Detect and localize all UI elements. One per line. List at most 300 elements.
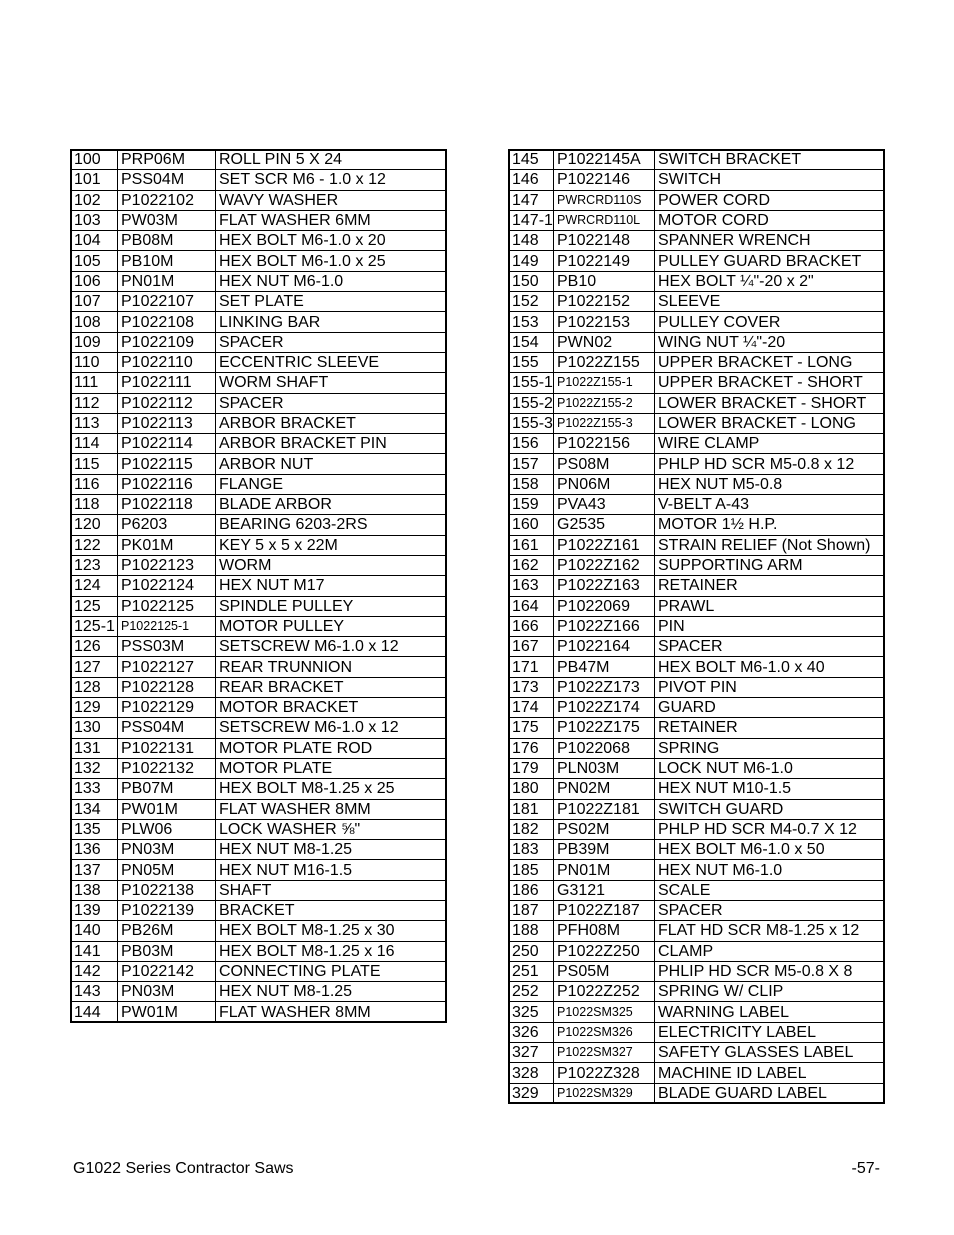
table-row (71, 758, 447, 778)
cell-ref-number: 137 (71, 860, 118, 880)
cell-part-number: PW01M (118, 799, 216, 819)
table-row (71, 576, 447, 596)
table-row (509, 495, 885, 515)
table-row (509, 860, 885, 880)
cell-part-number: P1022112 (118, 393, 216, 413)
table-row (509, 373, 885, 393)
table-row (71, 434, 447, 454)
cell-part-number: PS02M (554, 819, 655, 839)
cell-ref-number: 188 (509, 921, 554, 941)
table-row (509, 292, 885, 312)
cell-description: SWITCH BRACKET (655, 150, 885, 170)
cell-description: SET SCR M6 - 1.0 x 12 (216, 170, 447, 190)
cell-description: HEX BOLT ¼"-20 x 2" (655, 271, 885, 291)
cell-description: ARBOR NUT (216, 454, 447, 474)
cell-part-number: PB07M (118, 779, 216, 799)
cell-part-number: PWN02 (554, 332, 655, 352)
cell-part-number: P1022Z155-1 (554, 373, 655, 393)
cell-ref-number: 161 (509, 535, 554, 555)
cell-ref-number: 328 (509, 1063, 554, 1083)
table-row (71, 616, 447, 636)
table-row (509, 1083, 885, 1103)
cell-ref-number: 329 (509, 1083, 554, 1103)
cell-part-number: P1022146 (554, 170, 655, 190)
cell-ref-number: 126 (71, 637, 118, 657)
cell-ref-number: 122 (71, 535, 118, 555)
cell-description: ARBOR BRACKET PIN (216, 434, 447, 454)
cell-part-number: PN03M (118, 982, 216, 1002)
cell-ref-number: 149 (509, 251, 554, 271)
cell-description: WARNING LABEL (655, 1002, 885, 1022)
cell-ref-number: 143 (71, 982, 118, 1002)
cell-part-number: P1022Z155-2 (554, 393, 655, 413)
table-row (509, 718, 885, 738)
cell-ref-number: 106 (71, 271, 118, 291)
table-row (509, 840, 885, 860)
table-row (71, 251, 447, 271)
cell-part-number: P1022Z252 (554, 982, 655, 1002)
cell-description: STRAIN RELIEF (Not Shown) (655, 535, 885, 555)
cell-ref-number: 123 (71, 555, 118, 575)
cell-description: PHLP HD SCR M5-0.8 x 12 (655, 454, 885, 474)
cell-description: WAVY WASHER (216, 190, 447, 210)
cell-ref-number: 105 (71, 251, 118, 271)
cell-part-number: PRP06M (118, 150, 216, 170)
table-row (71, 1002, 447, 1022)
cell-description: BRACKET (216, 900, 447, 920)
cell-part-number: PSS04M (118, 718, 216, 738)
cell-part-number: P1022128 (118, 677, 216, 697)
table-row (509, 758, 885, 778)
table-row (71, 880, 447, 900)
cell-ref-number: 159 (509, 495, 554, 515)
table-row (71, 373, 447, 393)
table-row (509, 555, 885, 575)
cell-part-number: P1022139 (118, 900, 216, 920)
cell-part-number: P1022129 (118, 698, 216, 718)
table-row (71, 637, 447, 657)
cell-description: LOWER BRACKET - SHORT (655, 393, 885, 413)
cell-description: CONNECTING PLATE (216, 961, 447, 981)
cell-description: HEX BOLT M6-1.0 x 50 (655, 840, 885, 860)
cell-part-number: PB10M (118, 251, 216, 271)
cell-ref-number: 158 (509, 474, 554, 494)
table-row (71, 596, 447, 616)
cell-description: BEARING 6203-2RS (216, 515, 447, 535)
table-row (509, 251, 885, 271)
cell-ref-number: 250 (509, 941, 554, 961)
table-row (509, 1063, 885, 1083)
cell-part-number: P1022Z155-3 (554, 413, 655, 433)
table-row (71, 332, 447, 352)
cell-description: UPPER BRACKET - LONG (655, 352, 885, 372)
cell-description: HEX BOLT M6-1.0 x 40 (655, 657, 885, 677)
cell-ref-number: 164 (509, 596, 554, 616)
cell-description: SPRING (655, 738, 885, 758)
cell-part-number: P1022107 (118, 292, 216, 312)
cell-ref-number: 112 (71, 393, 118, 413)
cell-ref-number: 185 (509, 860, 554, 880)
table-row (71, 352, 447, 372)
cell-ref-number: 154 (509, 332, 554, 352)
cell-ref-number: 145 (509, 150, 554, 170)
table-row (509, 535, 885, 555)
cell-description: PRAWL (655, 596, 885, 616)
cell-ref-number: 171 (509, 657, 554, 677)
table-row (71, 312, 447, 332)
cell-part-number: PN03M (118, 840, 216, 860)
table-row (509, 880, 885, 900)
cell-part-number: P1022148 (554, 231, 655, 251)
cell-description: FLAT WASHER 6MM (216, 210, 447, 230)
cell-ref-number: 113 (71, 413, 118, 433)
cell-description: PHLIP HD SCR M5-0.8 X 8 (655, 961, 885, 981)
cell-ref-number: 130 (71, 718, 118, 738)
cell-ref-number: 180 (509, 779, 554, 799)
cell-description: SETSCREW M6-1.0 x 12 (216, 637, 447, 657)
cell-ref-number: 173 (509, 677, 554, 697)
table-row (509, 231, 885, 251)
cell-ref-number: 162 (509, 555, 554, 575)
cell-description: LOWER BRACKET - LONG (655, 413, 885, 433)
cell-part-number: P1022116 (118, 474, 216, 494)
cell-description: MACHINE ID LABEL (655, 1063, 885, 1083)
cell-part-number: PW03M (118, 210, 216, 230)
cell-description: ROLL PIN 5 X 24 (216, 150, 447, 170)
cell-ref-number: 152 (509, 292, 554, 312)
cell-ref-number: 167 (509, 637, 554, 657)
table-row (71, 819, 447, 839)
cell-ref-number: 109 (71, 332, 118, 352)
table-row (509, 738, 885, 758)
table-row (71, 292, 447, 312)
cell-part-number: PW01M (118, 1002, 216, 1022)
cell-ref-number: 129 (71, 698, 118, 718)
cell-part-number: PN06M (554, 474, 655, 494)
table-row (509, 616, 885, 636)
table-row (509, 982, 885, 1002)
cell-description: KEY 5 x 5 x 22M (216, 535, 447, 555)
parts-table-left-body (71, 150, 447, 1023)
table-row (509, 474, 885, 494)
cell-ref-number: 134 (71, 799, 118, 819)
table-row (71, 860, 447, 880)
cell-description: FLAT WASHER 8MM (216, 799, 447, 819)
cell-ref-number: 120 (71, 515, 118, 535)
cell-ref-number: 124 (71, 576, 118, 596)
cell-part-number: PLN03M (554, 758, 655, 778)
cell-ref-number: 166 (509, 616, 554, 636)
table-row (71, 738, 447, 758)
cell-part-number: P1022108 (118, 312, 216, 332)
table-row (509, 413, 885, 433)
table-row (509, 1043, 885, 1063)
cell-ref-number: 135 (71, 819, 118, 839)
table-row (71, 718, 447, 738)
cell-part-number: PB26M (118, 921, 216, 941)
cell-ref-number: 128 (71, 677, 118, 697)
cell-ref-number: 138 (71, 880, 118, 900)
table-row (509, 657, 885, 677)
cell-part-number: PS05M (554, 961, 655, 981)
cell-ref-number: 155-1 (509, 373, 554, 393)
table-row (71, 698, 447, 718)
cell-description: LINKING BAR (216, 312, 447, 332)
cell-part-number: P1022SM325 (554, 1002, 655, 1022)
cell-description: PHLP HD SCR M4-0.7 X 12 (655, 819, 885, 839)
cell-description: MOTOR PLATE ROD (216, 738, 447, 758)
cell-description: WING NUT ¼"-20 (655, 332, 885, 352)
cell-description: RETAINER (655, 718, 885, 738)
cell-description: SLEEVE (655, 292, 885, 312)
cell-part-number: P1022156 (554, 434, 655, 454)
cell-ref-number: 182 (509, 819, 554, 839)
table-row (509, 393, 885, 413)
cell-ref-number: 146 (509, 170, 554, 190)
cell-description: HEX BOLT M8-1.25 x 30 (216, 921, 447, 941)
table-row (509, 312, 885, 332)
cell-part-number: PN02M (554, 779, 655, 799)
table-row (71, 454, 447, 474)
cell-description: FLAT HD SCR M8-1.25 x 12 (655, 921, 885, 941)
cell-part-number: P1022Z166 (554, 616, 655, 636)
cell-description: SHAFT (216, 880, 447, 900)
cell-part-number: P1022Z163 (554, 576, 655, 596)
cell-part-number: P1022Z155 (554, 352, 655, 372)
table-row (509, 170, 885, 190)
cell-ref-number: 325 (509, 1002, 554, 1022)
cell-part-number: P1022SM329 (554, 1083, 655, 1103)
cell-description: UPPER BRACKET - SHORT (655, 373, 885, 393)
cell-part-number: PWRCRD110L (554, 210, 655, 230)
cell-description: HEX BOLT M6-1.0 x 20 (216, 231, 447, 251)
table-row (509, 576, 885, 596)
cell-description: SPACER (655, 637, 885, 657)
cell-description: SPACER (655, 900, 885, 920)
cell-description: HEX BOLT M6-1.0 x 25 (216, 251, 447, 271)
table-row (71, 961, 447, 981)
cell-description: MOTOR PULLEY (216, 616, 447, 636)
cell-part-number: P1022153 (554, 312, 655, 332)
cell-ref-number: 107 (71, 292, 118, 312)
cell-part-number: P1022118 (118, 495, 216, 515)
cell-description: WIRE CLAMP (655, 434, 885, 454)
cell-part-number: P1022131 (118, 738, 216, 758)
cell-part-number: P1022109 (118, 332, 216, 352)
cell-ref-number: 118 (71, 495, 118, 515)
cell-ref-number: 155-3 (509, 413, 554, 433)
table-row (509, 819, 885, 839)
cell-ref-number: 140 (71, 921, 118, 941)
cell-part-number: PS08M (554, 454, 655, 474)
cell-description: MOTOR 1½ H.P. (655, 515, 885, 535)
cell-description: HEX NUT M6-1.0 (216, 271, 447, 291)
cell-part-number: P1022Z161 (554, 535, 655, 555)
cell-description: ARBOR BRACKET (216, 413, 447, 433)
table-row (509, 637, 885, 657)
table-row (509, 779, 885, 799)
cell-ref-number: 141 (71, 941, 118, 961)
table-row (71, 413, 447, 433)
cell-description: SPANNER WRENCH (655, 231, 885, 251)
cell-description: BLADE GUARD LABEL (655, 1083, 885, 1103)
cell-description: SPACER (216, 332, 447, 352)
cell-description: HEX NUT M8-1.25 (216, 982, 447, 1002)
cell-ref-number: 116 (71, 474, 118, 494)
cell-ref-number: 327 (509, 1043, 554, 1063)
cell-description: SPACER (216, 393, 447, 413)
cell-part-number: PB08M (118, 231, 216, 251)
cell-part-number: P1022Z174 (554, 698, 655, 718)
table-row (71, 170, 447, 190)
cell-part-number: P1022115 (118, 454, 216, 474)
cell-ref-number: 179 (509, 758, 554, 778)
footer-document-title: G1022 Series Contractor Saws (73, 1160, 294, 1177)
cell-part-number: P1022164 (554, 637, 655, 657)
table-row (71, 921, 447, 941)
cell-description: SET PLATE (216, 292, 447, 312)
cell-part-number: P1022Z181 (554, 799, 655, 819)
cell-description: REAR BRACKET (216, 677, 447, 697)
table-row (509, 1002, 885, 1022)
cell-part-number: PB39M (554, 840, 655, 860)
cell-description: SPRING W/ CLIP (655, 982, 885, 1002)
cell-ref-number: 160 (509, 515, 554, 535)
cell-ref-number: 102 (71, 190, 118, 210)
cell-part-number: PSS03M (118, 637, 216, 657)
table-row (71, 231, 447, 251)
cell-part-number: PN01M (118, 271, 216, 291)
cell-description: ELECTRICITY LABEL (655, 1022, 885, 1042)
cell-ref-number: 326 (509, 1022, 554, 1042)
cell-part-number: P1022102 (118, 190, 216, 210)
cell-description: HEX NUT M16-1.5 (216, 860, 447, 880)
cell-part-number: PSS04M (118, 170, 216, 190)
table-row (509, 454, 885, 474)
cell-part-number: P1022SM327 (554, 1043, 655, 1063)
cell-description: CLAMP (655, 941, 885, 961)
cell-description: REAR TRUNNION (216, 657, 447, 677)
table-row (509, 941, 885, 961)
table-row (71, 941, 447, 961)
cell-ref-number: 163 (509, 576, 554, 596)
cell-ref-number: 104 (71, 231, 118, 251)
cell-part-number: P1022138 (118, 880, 216, 900)
cell-part-number: P1022124 (118, 576, 216, 596)
cell-part-number: P1022Z250 (554, 941, 655, 961)
cell-description: RETAINER (655, 576, 885, 596)
cell-part-number: PVA43 (554, 495, 655, 515)
cell-ref-number: 155 (509, 352, 554, 372)
table-row (509, 921, 885, 941)
table-row (509, 515, 885, 535)
table-row (71, 474, 447, 494)
cell-ref-number: 183 (509, 840, 554, 860)
table-row (509, 961, 885, 981)
cell-description: PULLEY COVER (655, 312, 885, 332)
cell-part-number: P1022110 (118, 352, 216, 372)
cell-ref-number: 125 (71, 596, 118, 616)
footer-page-number: -57- (851, 1160, 880, 1177)
table-row (71, 982, 447, 1002)
cell-part-number: PK01M (118, 535, 216, 555)
cell-description: WORM (216, 555, 447, 575)
cell-ref-number: 125-1 (71, 616, 118, 636)
cell-ref-number: 174 (509, 698, 554, 718)
table-row (509, 210, 885, 230)
table-row (71, 900, 447, 920)
cell-ref-number: 139 (71, 900, 118, 920)
cell-part-number: P1022Z187 (554, 900, 655, 920)
cell-ref-number: 252 (509, 982, 554, 1002)
cell-ref-number: 127 (71, 657, 118, 677)
table-row (71, 190, 447, 210)
cell-ref-number: 187 (509, 900, 554, 920)
cell-ref-number: 155-2 (509, 393, 554, 413)
cell-description: SETSCREW M6-1.0 x 12 (216, 718, 447, 738)
table-row (71, 657, 447, 677)
cell-ref-number: 114 (71, 434, 118, 454)
table-row (71, 799, 447, 819)
table-row (509, 596, 885, 616)
cell-part-number: P1022Z162 (554, 555, 655, 575)
cell-ref-number: 131 (71, 738, 118, 758)
cell-description: GUARD (655, 698, 885, 718)
table-row (71, 677, 447, 697)
cell-ref-number: 147-1 (509, 210, 554, 230)
cell-description: SAFETY GLASSES LABEL (655, 1043, 885, 1063)
table-row (509, 900, 885, 920)
cell-description: BLADE ARBOR (216, 495, 447, 515)
cell-ref-number: 136 (71, 840, 118, 860)
cell-part-number: G3121 (554, 880, 655, 900)
table-row (71, 555, 447, 575)
cell-description: SUPPORTING ARM (655, 555, 885, 575)
cell-ref-number: 156 (509, 434, 554, 454)
table-row (509, 677, 885, 697)
cell-description: MOTOR CORD (655, 210, 885, 230)
cell-part-number: PFH08M (554, 921, 655, 941)
table-row (71, 495, 447, 515)
table-row (71, 393, 447, 413)
cell-part-number: PN01M (554, 860, 655, 880)
cell-description: SWITCH (655, 170, 885, 190)
cell-ref-number: 132 (71, 758, 118, 778)
cell-part-number: PB47M (554, 657, 655, 677)
cell-ref-number: 150 (509, 271, 554, 291)
cell-description: PULLEY GUARD BRACKET (655, 251, 885, 271)
cell-ref-number: 133 (71, 779, 118, 799)
cell-part-number: P1022Z328 (554, 1063, 655, 1083)
cell-ref-number: 147 (509, 190, 554, 210)
table-row (509, 698, 885, 718)
cell-part-number: P1022149 (554, 251, 655, 271)
table-row (71, 779, 447, 799)
cell-description: PIN (655, 616, 885, 636)
cell-ref-number: 111 (71, 373, 118, 393)
cell-part-number: P1022068 (554, 738, 655, 758)
cell-description: FLAT WASHER 8MM (216, 1002, 447, 1022)
cell-description: WORM SHAFT (216, 373, 447, 393)
cell-ref-number: 110 (71, 352, 118, 372)
cell-ref-number: 186 (509, 880, 554, 900)
cell-part-number: P1022Z175 (554, 718, 655, 738)
parts-table-right-body (509, 150, 885, 1104)
table-row (71, 840, 447, 860)
cell-description: HEX NUT M5-0.8 (655, 474, 885, 494)
table-row (509, 1022, 885, 1042)
cell-part-number: P1022SM326 (554, 1022, 655, 1042)
